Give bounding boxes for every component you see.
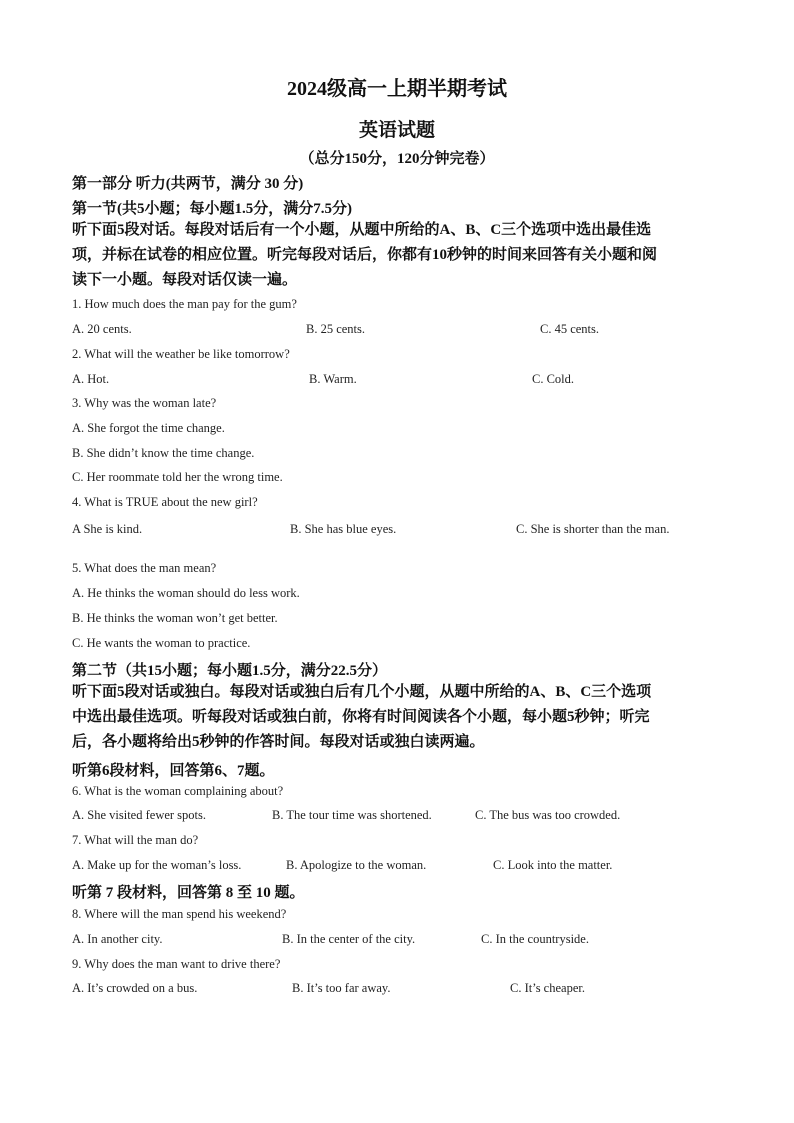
option-b: B. 25 cents.	[306, 322, 366, 336]
option-a: A. 20 cents.	[72, 322, 132, 336]
section2-instructions	[72, 680, 722, 755]
option-a: A. Make up for the woman’s loss.	[72, 858, 242, 872]
option-b: B. Apologize to the woman.	[286, 858, 427, 872]
option-c: C. Her roommate told her the wrong time.	[72, 470, 283, 484]
option-a: A. Hot.	[72, 372, 110, 386]
question-stem: 3. Why was the woman late?	[72, 396, 217, 410]
material-heading: 听第6段材料，回答第6、7题。	[72, 763, 275, 779]
section1-heading: 第一节(共5小题；每小题1.5分，满分7.5分)	[72, 201, 352, 217]
question-stem: 5. What does the man mean?	[72, 561, 217, 575]
instruction-line: 后，各小题将给出5秒钟的作答时间。每段对话或独白读两遍。	[72, 734, 485, 750]
instruction-line: 读下一小题。每段对话仅读一遍。	[72, 272, 298, 288]
option-b: B. In the center of the city.	[282, 932, 416, 946]
option-c: C. The bus was too crowded.	[475, 808, 621, 822]
option-c: C. Cold.	[532, 372, 575, 386]
option-b: B. The tour time was shortened.	[272, 808, 432, 822]
instruction-line: 听下面5段对话或独白。每段对话或独白后有几个小题，从题中所给的A、B、C三个选项	[72, 684, 652, 700]
exam-note: （总分150分，120分钟完卷）	[299, 151, 495, 167]
option-c: C. 45 cents.	[540, 322, 600, 336]
material-heading: 听第 7 段材料，回答第 8 至 10 题。	[72, 885, 305, 901]
option-a: A She is kind.	[72, 522, 143, 536]
exam-subtitle: 英语试题	[358, 120, 435, 141]
instruction-line: 项，并标在试卷的相应位置。听完每段对话后，你都有10秒钟的时间来回答有关小题和阅	[72, 247, 658, 263]
question-stem: 7. What will the man do?	[72, 833, 199, 847]
question-stem: 8. Where will the man spend his weekend?	[72, 907, 287, 921]
section2-heading: 第二节（共15小题；每小题1.5分，满分22.5分）	[72, 663, 388, 679]
option-b: B. It’s too far away.	[292, 981, 391, 995]
question-stem: 4. What is TRUE about the new girl?	[72, 495, 258, 509]
exam-title: 2024级高一上期半期考试	[287, 78, 507, 100]
question-stem: 6. What is the woman complaining about?	[72, 784, 284, 798]
option-b: B. She has blue eyes.	[290, 522, 397, 536]
option-a: A. In another city.	[72, 932, 163, 946]
question-stem: 1. How much does the man pay for the gum?	[72, 297, 297, 311]
option-c: C. He wants the woman to practice.	[72, 636, 251, 650]
option-c: C. It’s cheaper.	[510, 981, 585, 995]
option-a: A. She visited fewer spots.	[72, 808, 207, 822]
option-b: B. She didn’t know the time change.	[72, 446, 255, 460]
question-stem: 9. Why does the man want to drive there?	[72, 957, 281, 971]
option-c: C. She is shorter than the man.	[516, 522, 670, 536]
option-b: B. Warm.	[309, 372, 357, 386]
option-a: A. He thinks the woman should do less work.	[72, 586, 300, 600]
instruction-line: 听下面5段对话。每段对话后有一个小题，从题中所给的A、B、C三个选项中选出最佳选	[72, 222, 652, 238]
option-a: A. It’s crowded on a bus.	[72, 981, 198, 995]
question-stem: 2. What will the weather be like tomorrow?	[72, 347, 290, 361]
section1-instructions	[72, 218, 722, 293]
option-a: A. She forgot the time change.	[72, 421, 225, 435]
part1-heading: 第一部分 听力(共两节，满分 30 分)	[72, 176, 304, 192]
instruction-line: 中选出最佳选项。听每段对话或独白前，你将有时间阅读各个小题，每小题5秒钟；听完	[72, 709, 650, 725]
option-c: C. In the countryside.	[481, 932, 589, 946]
option-b: B. He thinks the woman won’t get better.	[72, 611, 278, 625]
option-c: C. Look into the matter.	[493, 858, 613, 872]
